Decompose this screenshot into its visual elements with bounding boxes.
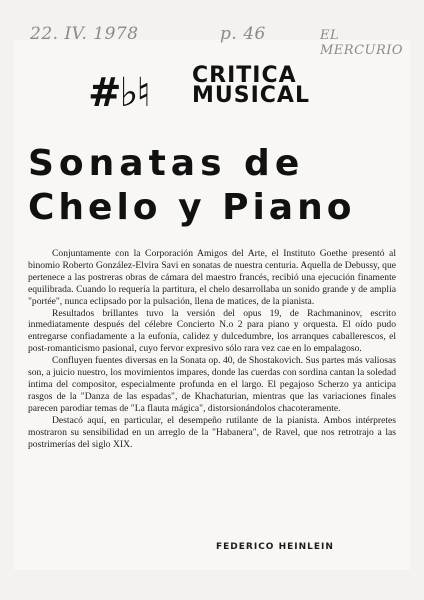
handwritten-date: 22. IV. 1978 — [30, 24, 139, 44]
handwritten-newspaper-name: EL MERCURIO — [320, 28, 404, 58]
music-symbols-icon: #♭♮ — [88, 70, 149, 116]
handwritten-page-number: p. 46 — [220, 24, 266, 44]
paragraph: Confluyen fuentes diversas en la Sonata op. 40, de Shostakovich. Sus partes más valiosas son, a juicio nuestro, los movimientos impares, donde las cuerdas con sordina cantan la soledad íntima del compositor, especialmente profunda en el largo. El pegajoso Scherzo ya anticipa rasgos de la "Danza de las espadas", de Khachaturian, mientras que las variaciones finales parecen parodiar temas de "La flauta mágica", distorsionándolos chacoteramente. — [28, 355, 396, 414]
headline-line-2: Chelo y Piano — [28, 187, 356, 228]
section-title — [192, 63, 392, 108]
headline-line-1: Sonatas de — [28, 143, 305, 184]
author-signature: FEDERICO HEINLEIN — [216, 542, 334, 552]
section-title-line-1: CRITICA — [192, 63, 297, 88]
article-headline — [28, 142, 398, 230]
paragraph: Destacó aquí, en particular, el desempeño rutilante de la pianista. Ambos intérpretes mostraron su sensibilidad en un arreglo de la "Habanera", de Ravel, que nos retrotrajo a las postrimerías del siglo XIX. — [28, 414, 396, 450]
paragraph: Conjuntamente con la Corporación Amigos del Arte, el Instituto Goethe presentó al binomio Roberto González-Elvira Savi en sonatas de nuestra centuria. Aquella de Debussy, que pertenece a las postreras obras de cámara del maestro francés, recibió una ejecución finamente equilibrada. Cuando lo requería la partitura, el chelo desarrollaba un sonido grande y de amplia "portée", nunca eclipsado por la pulsación, llena de matices, de la pianista. — [28, 248, 396, 307]
article-body — [28, 248, 396, 450]
paragraph: Resultados brillantes tuvo la versión del opus 19, de Rachmaninov, escrito inmediatamente después del célebre Concierto N.o 2 para piano y orquesta. El oído pudo entregarse confiadamente a la eufonía, calidez y dulcedumbre, los arranques caballerescos, el post-romanticismo pasional, cuyo fervor expresivo sólo rara vez cae en lo empalagoso. — [28, 307, 396, 355]
section-title-line-2: MUSICAL — [192, 83, 310, 108]
